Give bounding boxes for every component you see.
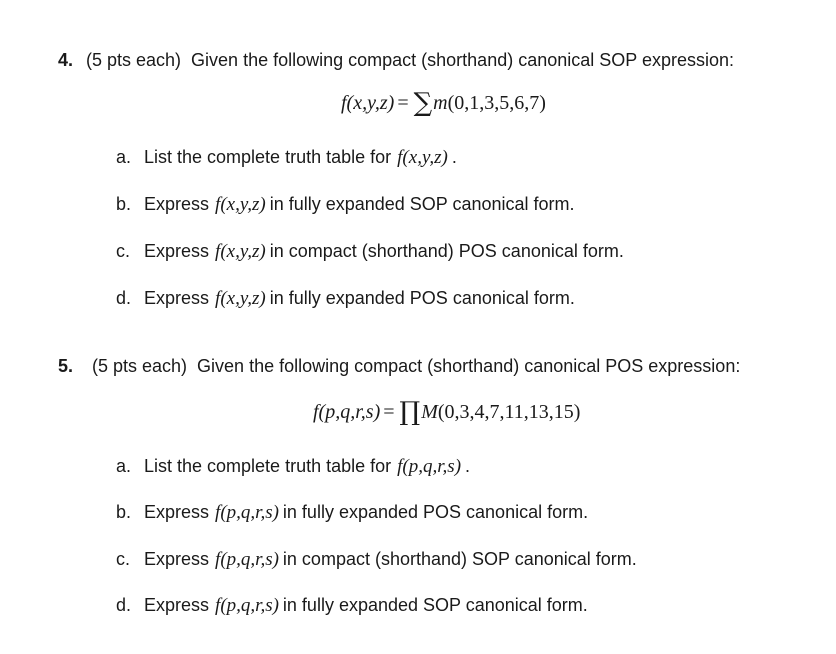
question-number: 4. — [58, 50, 74, 70]
question-4-heading — [58, 49, 734, 71]
formula-args: (0,1,3,5,6,7) — [447, 92, 546, 114]
part-label: a. — [116, 456, 132, 476]
formula-equals: = — [397, 92, 409, 114]
part-text-pre: List the complete truth table for — [144, 456, 392, 476]
question-points: (5 pts each) — [92, 356, 188, 376]
part-text-post: in fully expanded POS canonical form. — [269, 288, 575, 308]
part-text-post: in fully expanded SOP canonical form. — [269, 194, 575, 214]
part-label: d. — [116, 288, 132, 308]
question-4-part-d — [116, 287, 575, 310]
question-4-formula — [341, 88, 546, 118]
part-text-post: in compact (shorthand) POS canonical form. — [269, 241, 624, 261]
part-text-post: in fully expanded SOP canonical form. — [282, 595, 588, 615]
question-4-part-c — [116, 240, 624, 263]
question-4-part-a — [116, 146, 457, 169]
formula-term: M — [421, 401, 438, 423]
question-5-part-a — [116, 455, 470, 478]
question-5-part-b — [116, 501, 588, 524]
formula-term: m — [433, 92, 448, 114]
question-5-heading — [58, 355, 740, 377]
part-text-pre: Express — [144, 194, 210, 214]
part-function: f(x,y,z) — [215, 288, 266, 309]
part-function: f(p,q,r,s) — [215, 549, 279, 570]
part-text-post: . — [465, 456, 471, 476]
question-prompt: Given the following compact (shorthand) canonical POS expression: — [197, 356, 741, 376]
question-5-part-d — [116, 594, 588, 617]
question-prompt: Given the following compact (shorthand) canonical SOP expression: — [191, 50, 734, 70]
part-text-post: in compact (shorthand) SOP canonical form. — [282, 549, 637, 569]
part-text-pre: List the complete truth table for — [144, 147, 392, 167]
product-operator-icon: ∏ — [399, 397, 421, 427]
question-number: 5. — [58, 356, 74, 376]
question-5-formula — [313, 397, 581, 427]
part-text-pre: Express — [144, 549, 210, 569]
part-label: a. — [116, 147, 132, 167]
part-function: f(x,y,z) — [215, 194, 266, 215]
part-function: f(x,y,z) — [397, 147, 448, 168]
part-label: d. — [116, 595, 132, 615]
part-function: f(p,q,r,s) — [215, 595, 279, 616]
part-text-pre: Express — [144, 288, 210, 308]
part-function: f(p,q,r,s) — [215, 502, 279, 523]
part-text-post: . — [451, 147, 457, 167]
formula-lhs: f(p,q,r,s) — [313, 401, 381, 423]
formula-equals: = — [383, 401, 395, 423]
part-label: c. — [116, 241, 131, 261]
question-5-part-c — [116, 548, 637, 571]
question-4-part-b — [116, 193, 575, 216]
formula-args: (0,3,4,7,11,13,15) — [437, 401, 581, 423]
part-text-pre: Express — [144, 502, 210, 522]
question-points: (5 pts each) — [86, 50, 182, 70]
part-label: b. — [116, 194, 132, 214]
part-label: b. — [116, 502, 132, 522]
part-text-pre: Express — [144, 595, 210, 615]
part-text-pre: Express — [144, 241, 210, 261]
part-function: f(x,y,z) — [215, 241, 266, 262]
part-label: c. — [116, 549, 131, 569]
part-function: f(p,q,r,s) — [397, 456, 462, 477]
sum-operator-icon: ∑ — [413, 88, 433, 118]
formula-lhs: f(x,y,z) — [341, 92, 395, 114]
part-text-post: in fully expanded POS canonical form. — [282, 502, 589, 522]
